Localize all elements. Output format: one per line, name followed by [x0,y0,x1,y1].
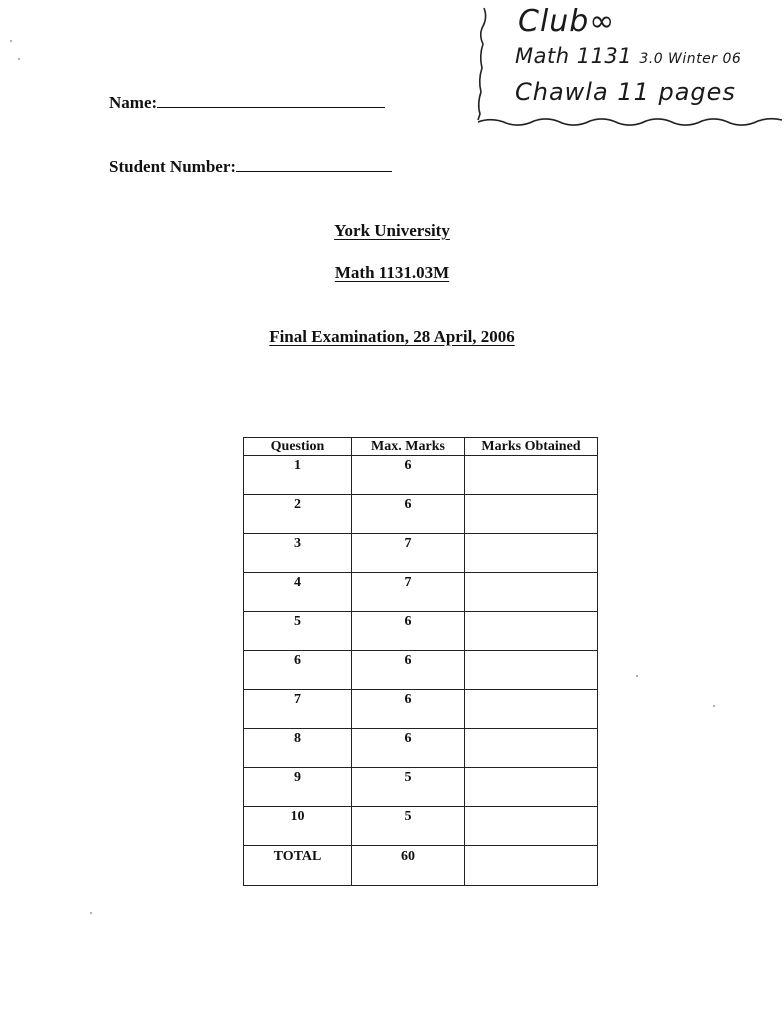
table-row [244,729,598,768]
table-row [244,456,598,495]
table-row [244,690,598,729]
max-marks-cell: 7 [352,534,465,573]
max-marks-cell: 6 [352,729,465,768]
question-cell: 4 [244,573,352,612]
question-cell: 8 [244,729,352,768]
table-row [244,807,598,846]
marks-obtained-cell[interactable] [465,534,598,573]
total-row [244,846,598,886]
student-number-input-line[interactable] [236,157,392,172]
max-marks-cell: 6 [352,612,465,651]
table-row [244,768,598,807]
max-marks-cell: 5 [352,768,465,807]
header-question: Question [244,438,352,456]
question-cell: 2 [244,495,352,534]
university-heading: York University [334,221,450,240]
scan-speck [18,58,20,60]
marks-obtained-cell[interactable] [465,768,598,807]
handwritten-course-code: Math 1131 [515,44,633,68]
question-cell: 7 [244,690,352,729]
handwritten-instructor-pages: Chawla 11 pages [515,78,736,106]
scan-speck [713,705,715,707]
handwritten-club-label: Club∞ [518,4,616,39]
question-cell: 3 [244,534,352,573]
header-max-marks: Max. Marks [352,438,465,456]
marks-obtained-cell[interactable] [465,573,598,612]
total-max-cell: 60 [352,846,465,886]
handwritten-term: 3.0 Winter 06 [639,51,742,67]
scan-speck [636,675,638,677]
max-marks-cell: 6 [352,651,465,690]
marks-obtained-cell[interactable] [465,456,598,495]
question-cell: 6 [244,651,352,690]
table-row [244,495,598,534]
student-number-field[interactable] [109,157,392,177]
name-label: Name: [109,93,158,112]
table-row [244,534,598,573]
name-input-line[interactable] [157,93,385,108]
scan-speck [90,912,92,914]
marks-obtained-cell[interactable] [465,612,598,651]
scan-speck [10,40,12,42]
marks-obtained-cell[interactable] [465,729,598,768]
question-cell: 1 [244,456,352,495]
table-row [244,612,598,651]
total-obtained-cell[interactable] [465,846,598,886]
marks-obtained-cell[interactable] [465,807,598,846]
question-cell: 5 [244,612,352,651]
marks-table [243,437,598,886]
question-cell: 9 [244,768,352,807]
question-cell: 10 [244,807,352,846]
max-marks-cell: 7 [352,573,465,612]
max-marks-cell: 6 [352,690,465,729]
course-heading: Math 1131.03M [334,263,450,282]
exam-title: Final Examination, 28 April, 2006 [269,327,515,346]
marks-obtained-cell[interactable] [465,651,598,690]
table-row [244,573,598,612]
max-marks-cell: 5 [352,807,465,846]
marks-obtained-cell[interactable] [465,495,598,534]
marks-obtained-cell[interactable] [465,690,598,729]
header-marks-obtained: Marks Obtained [465,438,598,456]
name-field[interactable] [109,93,385,113]
total-label-cell: TOTAL [244,846,352,886]
handwritten-course-note [515,44,741,68]
student-number-label: Student Number: [109,157,237,176]
max-marks-cell: 6 [352,456,465,495]
max-marks-cell: 6 [352,495,465,534]
table-header-row [244,438,598,456]
table-row [244,651,598,690]
